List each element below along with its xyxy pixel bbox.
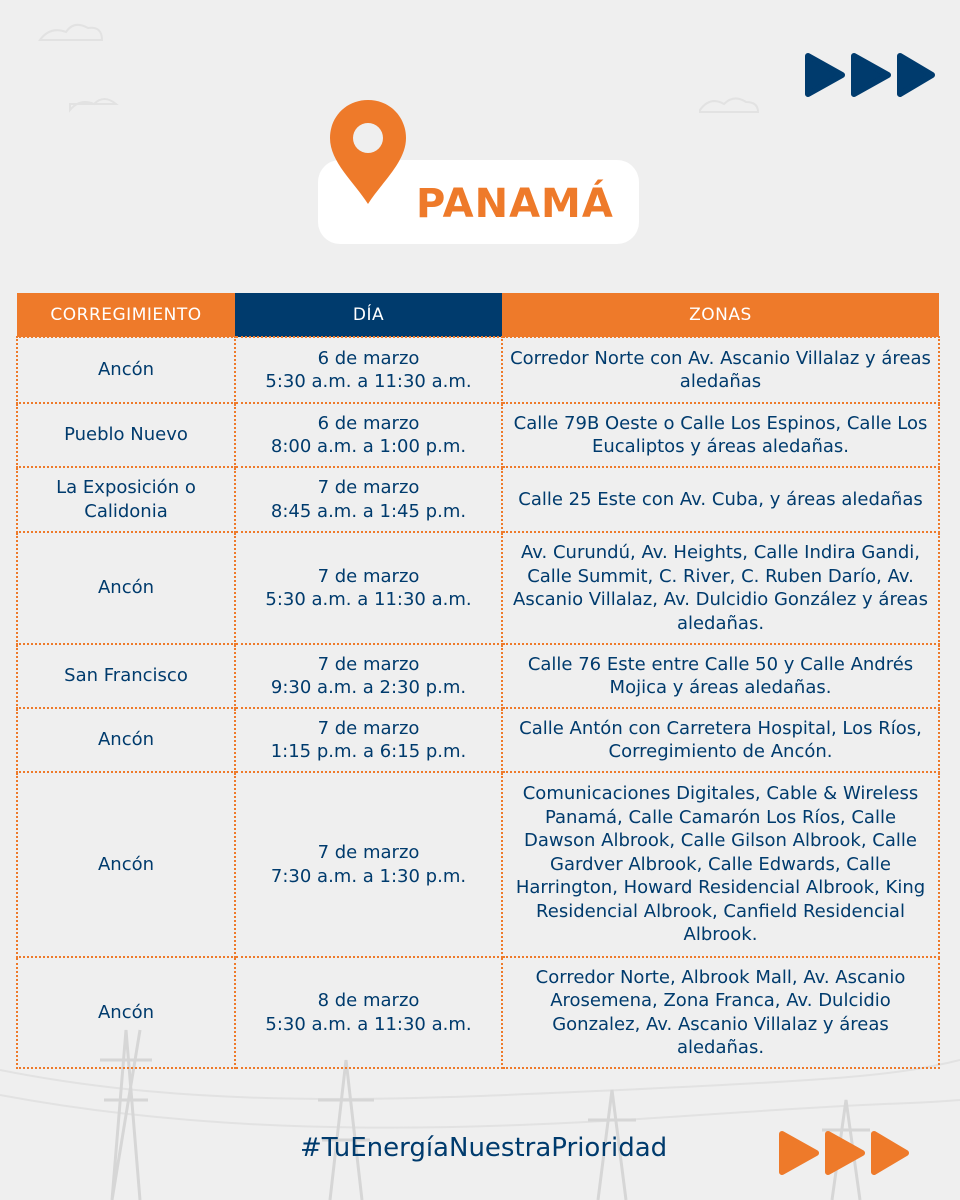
table-row (17, 532, 939, 644)
table-row (17, 467, 939, 532)
time-text: 5:30 a.m. a 11:30 a.m. (265, 371, 472, 392)
time-text: 8:45 a.m. a 1:45 p.m. (270, 500, 467, 522)
hashtag-text: #TuEnergíaNuestraPrioridad (300, 1133, 668, 1163)
time-text: 9:30 a.m. a 2:30 p.m. (270, 677, 467, 698)
day-cell (235, 957, 502, 1068)
zones-cell: Comunicaciones Digitales, Cable & Wireless Panamá, Calle Camarón Los Ríos, Calle Dawson Albrook, Calle Gilson Albrook, Calle Gardver Albrook, Calle Edwards, Calle Harrington, Howard Residencial Albrook, King Residencial Albrook, Canfield Residencial Albrook. (502, 772, 939, 957)
day-cell (235, 467, 502, 532)
corregimiento-cell: La Exposición o Calidonia (17, 467, 235, 532)
location-pin-icon (326, 96, 410, 208)
zones-cell: Calle 76 Este entre Calle 50 y Calle Andrés Mojica y áreas aledañas. (502, 644, 939, 708)
corregimiento-cell: Ancón (17, 957, 235, 1068)
corregimiento-cell: Ancón (17, 772, 235, 957)
schedule-table (16, 293, 940, 1069)
column-header-zonas: ZONAS (502, 293, 939, 337)
table-row (17, 957, 939, 1068)
day-cell (235, 403, 502, 467)
date-text: 7 de marzo (317, 653, 420, 675)
zones-cell: Calle Antón con Carretera Hospital, Los Ríos, Corregimiento de Ancón. (502, 708, 939, 772)
table-header (17, 293, 939, 337)
corregimiento-cell: Ancón (17, 337, 235, 403)
corregimiento-cell: San Francisco (17, 644, 235, 708)
time-text: 1:15 p.m. a 6:15 p.m. (270, 741, 467, 762)
zones-cell: Calle 79B Oeste o Calle Los Espinos, Calle Los Eucaliptos y áreas aledañas. (502, 403, 939, 467)
time-text: 7:30 a.m. a 1:30 p.m. (270, 865, 467, 887)
time-text: 8:00 a.m. a 1:00 p.m. (270, 436, 467, 457)
table-row (17, 772, 939, 957)
zones-cell: Corredor Norte con Av. Ascanio Villalaz y áreas aledañas (502, 337, 939, 403)
day-cell (235, 772, 502, 957)
page-title: PANAMÁ (416, 181, 614, 227)
corregimiento-cell: Pueblo Nuevo (17, 403, 235, 467)
table-row (17, 403, 939, 467)
column-header-corregimiento: CORREGIMIENTO (17, 293, 235, 337)
day-cell (235, 337, 502, 403)
table-row (17, 708, 939, 772)
corregimiento-cell: Ancón (17, 708, 235, 772)
date-text: 8 de marzo (317, 990, 420, 1011)
time-text: 5:30 a.m. a 11:30 a.m. (265, 589, 472, 610)
date-text: 6 de marzo (317, 347, 420, 369)
play-arrows-icon (804, 52, 936, 98)
day-cell (235, 532, 502, 644)
zones-cell: Calle 25 Este con Av. Cuba, y áreas aledañas (502, 467, 939, 532)
day-cell (235, 708, 502, 772)
column-header-dia: DÍA (235, 293, 502, 337)
zones-cell: Av. Curundú, Av. Heights, Calle Indira Gandi, Calle Summit, C. River, C. Ruben Darío, Av. Ascanio Villalaz, Av. Dulcidio González y áreas aledañas. (502, 532, 939, 644)
date-text: 6 de marzo (317, 412, 420, 434)
zones-cell: Corredor Norte, Albrook Mall, Av. Ascanio Arosemena, Zona Franca, Av. Dulcidio Gonzalez, Av. Ascanio Villalaz y áreas aledañas. (502, 957, 939, 1068)
table-row (17, 337, 939, 403)
date-text: 7 de marzo (317, 477, 420, 498)
corregimiento-cell: Ancón (17, 532, 235, 644)
table-row (17, 644, 939, 708)
date-text: 7 de marzo (317, 842, 420, 863)
date-text: 7 de marzo (317, 565, 420, 587)
play-arrows-icon (778, 1130, 910, 1176)
date-text: 7 de marzo (317, 717, 420, 739)
day-cell (235, 644, 502, 708)
time-text: 5:30 a.m. a 11:30 a.m. (265, 1013, 472, 1035)
